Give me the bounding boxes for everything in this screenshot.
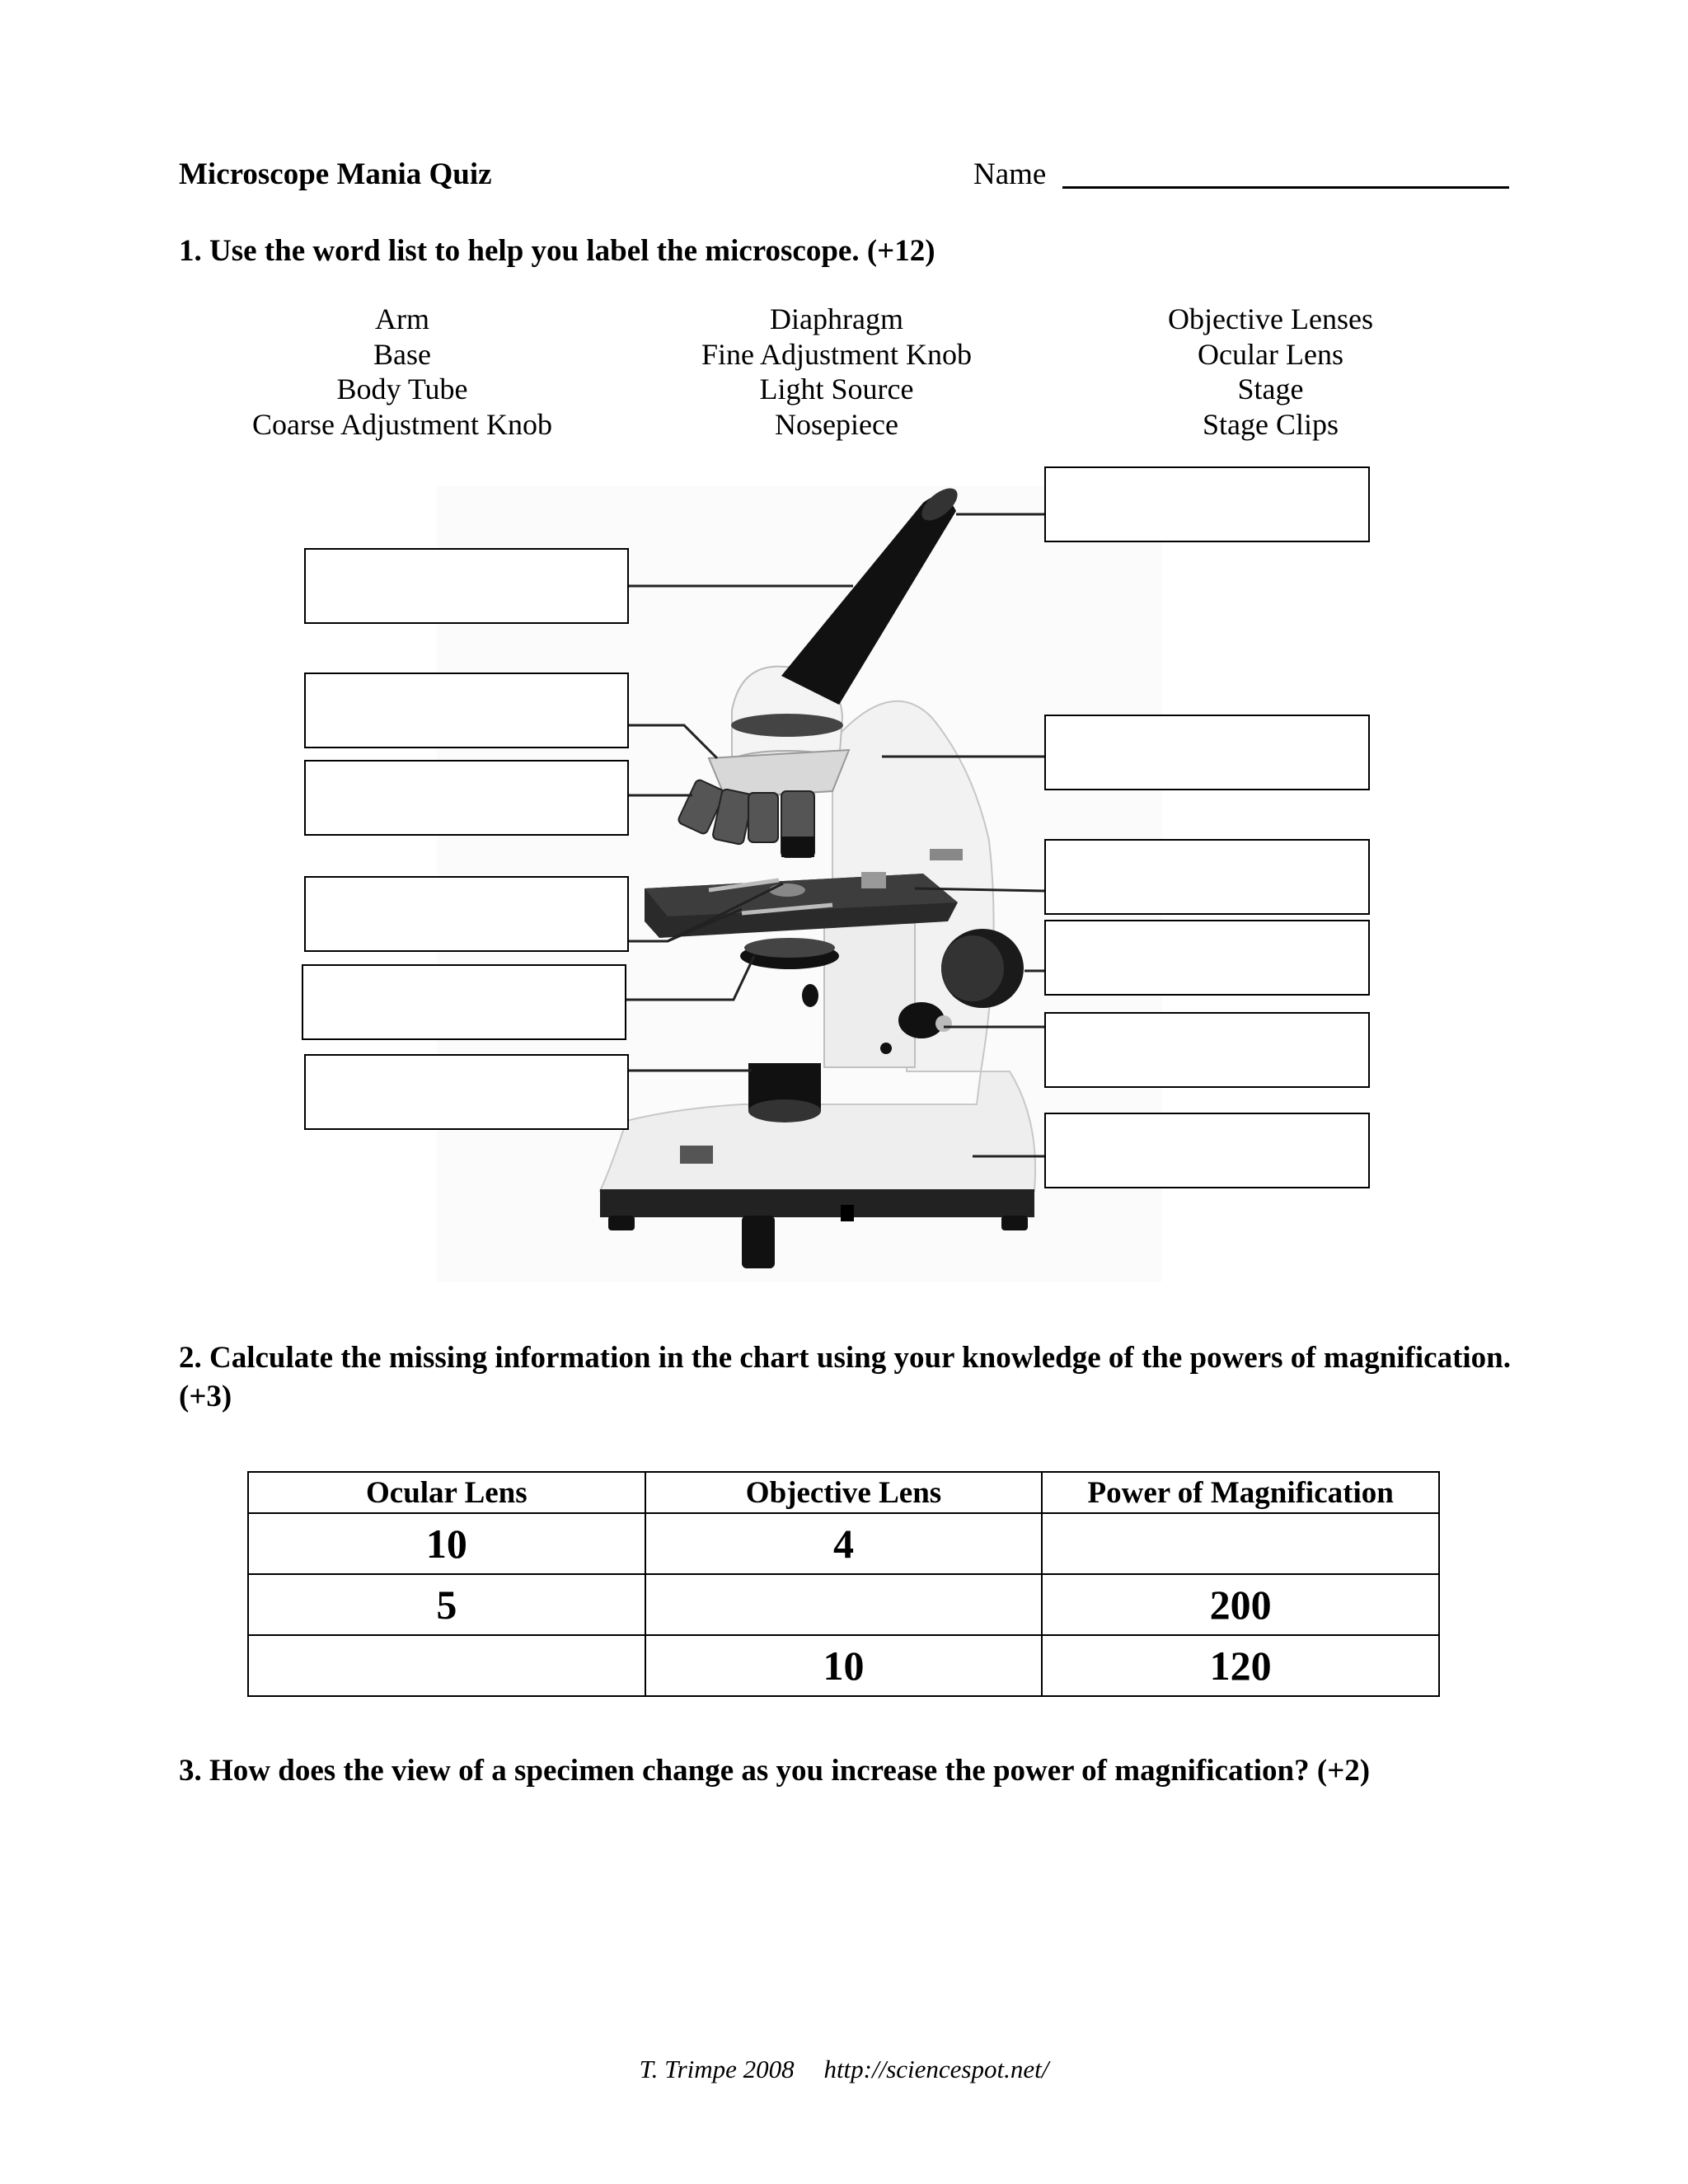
table-row bbox=[248, 1635, 1439, 1696]
name-label: Name bbox=[973, 157, 1047, 191]
table-row bbox=[248, 1574, 1439, 1635]
word-list-item: Nosepiece bbox=[775, 407, 898, 441]
label-answer-box[interactable] bbox=[304, 673, 629, 748]
table-cell: 200 bbox=[1042, 1574, 1439, 1635]
question-1: 1. Use the word list to help you label the microscope. (+12) bbox=[179, 234, 935, 268]
magnification-table bbox=[247, 1471, 1440, 1697]
word-list-item: Objective Lenses bbox=[1168, 302, 1373, 335]
label-answer-box[interactable] bbox=[304, 548, 629, 624]
table-header: Power of Magnification bbox=[1042, 1472, 1439, 1513]
table-cell: 4 bbox=[645, 1513, 1043, 1574]
table-cell-blank[interactable] bbox=[248, 1635, 645, 1696]
word-list-item: Arm bbox=[375, 302, 429, 335]
footer-author: T. Trimpe 2008 bbox=[639, 2055, 795, 2083]
footer-url[interactable]: http://sciencespot.net/ bbox=[823, 2055, 1049, 2083]
word-list-item: Base bbox=[373, 337, 431, 371]
table-cell: 120 bbox=[1042, 1635, 1439, 1696]
word-list-item: Ocular Lens bbox=[1198, 337, 1343, 371]
label-answer-box[interactable] bbox=[1044, 1012, 1370, 1088]
table-cell: 10 bbox=[645, 1635, 1043, 1696]
word-list-item: Light Source bbox=[759, 373, 914, 405]
label-answer-box[interactable] bbox=[1044, 1113, 1370, 1188]
word-list-item: Stage Clips bbox=[1202, 407, 1339, 441]
label-answer-box[interactable] bbox=[1044, 466, 1370, 542]
label-answer-box[interactable] bbox=[304, 760, 629, 836]
label-answer-box[interactable] bbox=[304, 1054, 629, 1130]
table-cell-blank[interactable] bbox=[1042, 1513, 1439, 1574]
question-3: 3. How does the view of a specimen change as you increase the power of magnification? (+2) bbox=[179, 1754, 1371, 1788]
table-header-row bbox=[248, 1472, 1439, 1513]
table-cell: 5 bbox=[248, 1574, 645, 1635]
table-cell-blank[interactable] bbox=[645, 1574, 1043, 1635]
label-answer-box[interactable] bbox=[1044, 839, 1370, 915]
word-list-item: Diaphragm bbox=[770, 302, 903, 335]
quiz-title: Microscope Mania Quiz bbox=[179, 157, 492, 191]
footer bbox=[0, 2055, 1688, 2084]
word-list-item: Stage bbox=[1237, 373, 1304, 405]
table-row bbox=[248, 1513, 1439, 1574]
table-header: Ocular Lens bbox=[248, 1472, 645, 1513]
label-answer-box[interactable] bbox=[304, 876, 629, 952]
table-cell: 10 bbox=[248, 1513, 645, 1574]
word-list-item: Coarse Adjustment Knob bbox=[252, 407, 552, 441]
word-list-item: Fine Adjustment Knob bbox=[701, 337, 972, 371]
table-header: Objective Lens bbox=[645, 1472, 1043, 1513]
label-answer-box[interactable] bbox=[302, 964, 626, 1040]
label-answer-box[interactable] bbox=[1044, 920, 1370, 996]
word-list-item: Body Tube bbox=[336, 373, 468, 405]
label-answer-box[interactable] bbox=[1044, 715, 1370, 790]
question-2: 2. Calculate the missing information in the chart using your knowledge of the powers of magnification. (+3) bbox=[179, 1341, 1512, 1413]
